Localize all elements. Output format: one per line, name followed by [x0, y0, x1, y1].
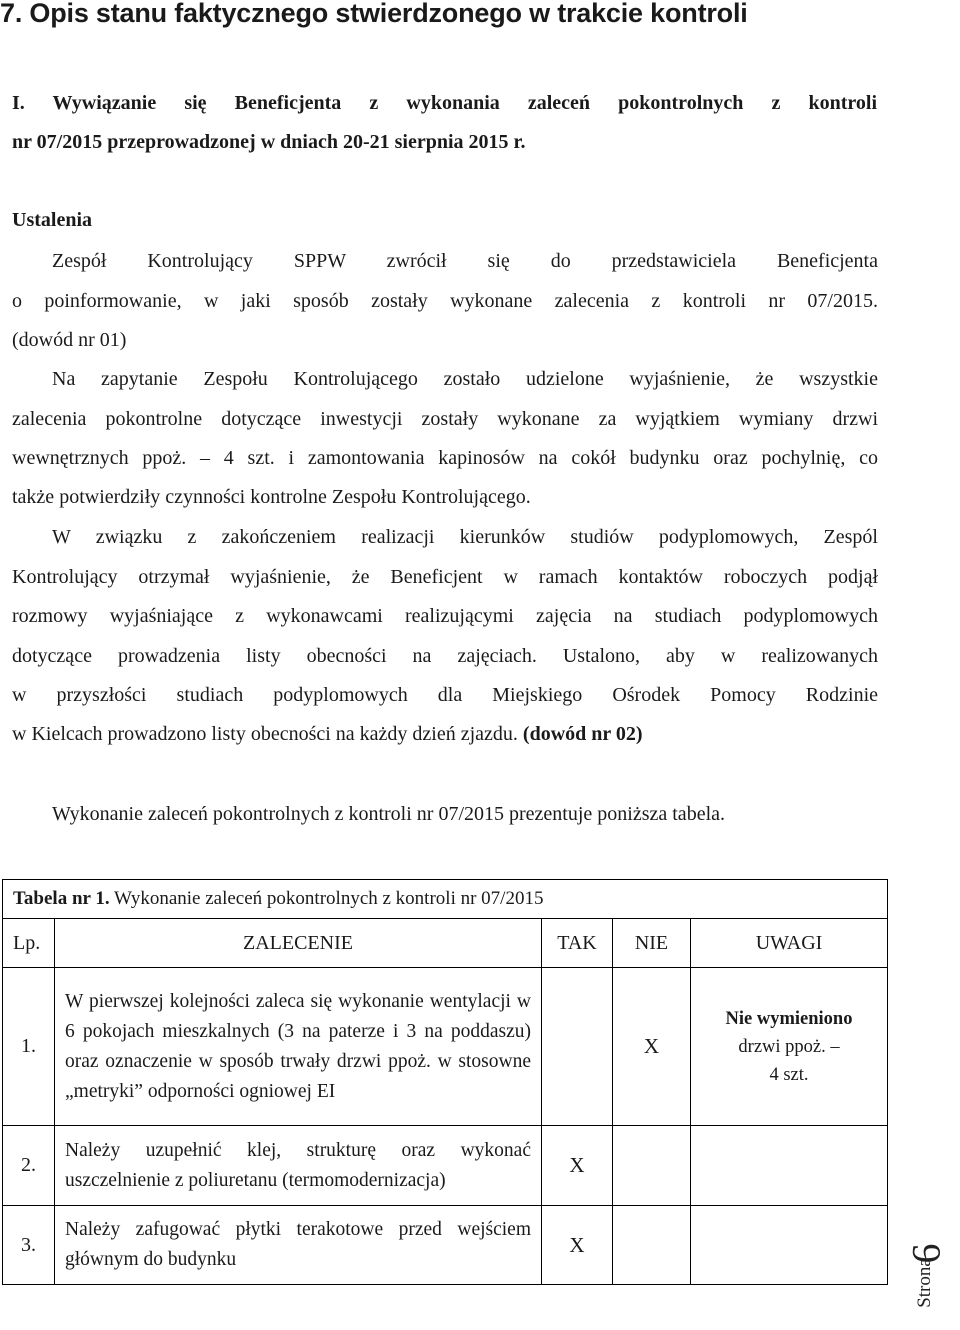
table-row	[3, 1206, 888, 1285]
table-row	[3, 968, 888, 1126]
findings-label: Ustalenia	[12, 209, 92, 231]
paragraph-1-line-2: o poinformowanie, w jaki sposób zostały wykonane zalecenia z kontroli nr 07/2015.	[12, 290, 878, 312]
header-notes: UWAGI	[691, 919, 888, 968]
paragraph-2-line-4: także potwierdziły czynności kontrolne Zespołu Kontrolującego.	[12, 486, 531, 508]
table-row	[3, 1126, 888, 1206]
table-caption	[3, 880, 888, 919]
row-notes	[691, 968, 888, 1126]
paragraph-3-line-1: W związku z zakończeniem realizacji kierunków studiów podyplomowych, Zespól	[52, 526, 878, 548]
table-caption-number: Tabela nr 1.	[13, 888, 110, 909]
table-intro: Wykonanie zaleceń pokontrolnych z kontroli nr 07/2015 prezentuje poniższa tabela.	[52, 803, 725, 825]
paragraph-3-line-5: w przyszłości studiach podyplomowych dla Miejskiego Ośrodek Pomocy Rodzinie	[12, 684, 878, 706]
row-number: 2.	[3, 1126, 55, 1206]
row-notes-line-2: drzwi ppoż. –	[738, 1036, 840, 1057]
evidence-ref-1: (dowód nr 01)	[12, 329, 127, 351]
row-notes-line-3: 4 szt.	[769, 1064, 809, 1085]
paragraph-3-line-6	[12, 723, 643, 746]
row-number: 1.	[3, 968, 55, 1126]
paragraph-2-line-3: wewnętrznych ppoż. – 4 szt. i zamontowania kapinosów na cokół budynku oraz pochylnię, co	[12, 447, 878, 469]
row-notes-bold: Nie wymieniono	[725, 1008, 853, 1029]
row-notes	[691, 1206, 888, 1285]
evidence-ref-2: (dowód nr 02)	[522, 723, 643, 745]
row-recommendation: Należy uzupełnić klej, strukturę oraz wykonać uszczelnienie z poliuretanu (termomodernizacja)	[55, 1126, 542, 1206]
row-yes-mark: X	[542, 1126, 613, 1206]
row-recommendation: W pierwszej kolejności zaleca się wykonanie wentylacji w 6 pokojach mieszkalnych (3 na paterze i 3 na poddaszu) oraz oznaczenie w sposób trwały drzwi ppoż. w stosowne „metryki” odporności ogniowej EI	[55, 968, 542, 1126]
recommendations-table	[2, 879, 888, 1285]
header-yes: TAK	[542, 919, 613, 968]
row-no-mark	[613, 1206, 691, 1285]
section-title-line-2: nr 07/2015 przeprowadzonej w dniach 20-21 sierpnia 2015 r.	[12, 131, 526, 153]
page-number-value: 6	[903, 1243, 949, 1264]
page-number	[903, 1232, 960, 1330]
page-heading: 7. Opis stanu faktycznego stwierdzonego w trakcie kontroli	[0, 0, 748, 28]
paragraph-3-line-4: dotyczące prowadzenia listy obecności na zajęciach. Ustalono, aby w realizowanych	[12, 645, 878, 667]
row-recommendation: Należy zafugować płytki terakotowe przed wejściem głównym do budynku	[55, 1206, 542, 1285]
paragraph-3-line-6-text: w Kielcach prowadzono listy obecności na każdy dzień zjazdu.	[12, 723, 518, 745]
row-number: 3.	[3, 1206, 55, 1285]
row-yes-mark	[542, 968, 613, 1126]
row-yes-mark: X	[542, 1206, 613, 1285]
paragraph-2-line-2: zalecenia pokontrolne dotyczące inwestycji zostały wykonane za wyjątkiem wymiany drzwi	[12, 408, 878, 430]
header-lp: Lp.	[3, 919, 55, 968]
paragraph-2-line-1: Na zapytanie Zespołu Kontrolującego zostało udzielone wyjaśnienie, że wszystkie	[52, 368, 878, 390]
header-recommendation: ZALECENIE	[55, 919, 542, 968]
table-caption-text: Wykonanie zaleceń pokontrolnych z kontroli nr 07/2015	[114, 888, 544, 909]
row-no-mark: X	[613, 968, 691, 1126]
table-header-row	[3, 919, 888, 968]
page-number-label: Strona	[913, 1258, 935, 1308]
paragraph-1-line-1: Zespół Kontrolujący SPPW zwrócił się do przedstawiciela Beneficjenta	[52, 250, 878, 272]
paragraph-3-line-3: rozmowy wyjaśniające z wykonawcami realizującymi zajęcia na studiach podyplomowych	[12, 605, 878, 627]
row-notes	[691, 1126, 888, 1206]
paragraph-3-line-2: Kontrolujący otrzymał wyjaśnienie, że Beneficjent w ramach kontaktów roboczych podjął	[12, 566, 878, 588]
section-title-line-1: I. Wywiązanie się Beneficjenta z wykonania zaleceń pokontrolnych z kontroli	[12, 92, 877, 114]
header-no: NIE	[613, 919, 691, 968]
row-no-mark	[613, 1126, 691, 1206]
